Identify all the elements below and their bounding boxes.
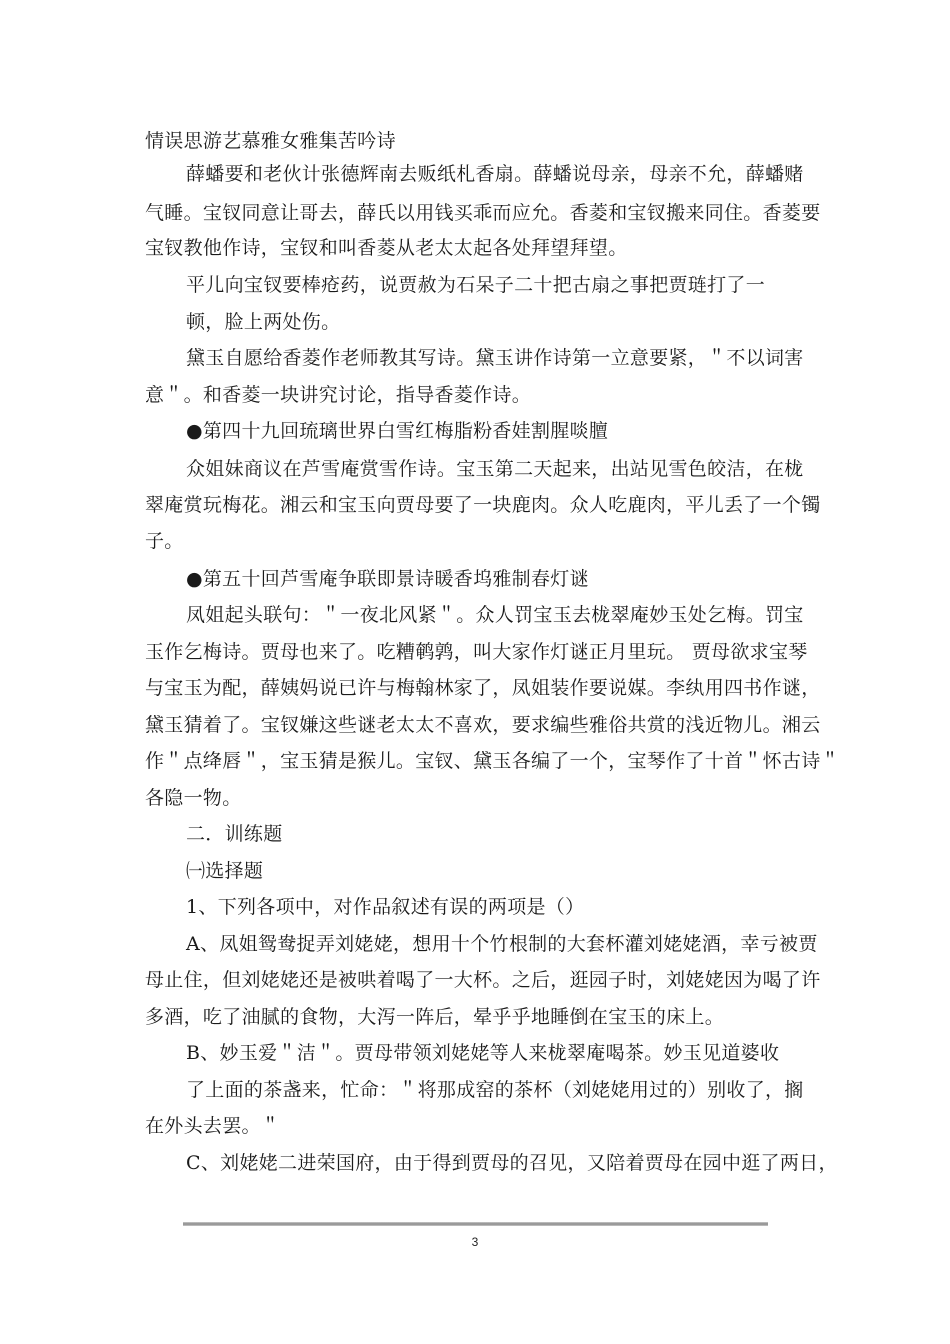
- paragraph-line: 凤姐起头联句：＂一夜北风紧＂。众人罚宝玉去栊翠庵妙玉处乞梅。罚宝: [186, 604, 804, 626]
- chapter-heading: ●第四十九回琉璃世界白雪红梅脂粉香娃割腥啖膻: [186, 420, 609, 442]
- option-line: 多酒，吃了油腻的食物，大泻一阵后，晕乎乎地睡倒在宝玉的床上。: [145, 1006, 725, 1028]
- paragraph-line: 各隐一物。: [145, 787, 242, 809]
- option-line: B、妙玉爱＂洁＂。贾母带领刘姥姥等人来栊翠庵喝茶。妙玉见道婆收: [186, 1042, 780, 1064]
- section-subheading: ㈠选择题: [186, 860, 264, 882]
- paragraph-line: 气睡。宝钗同意让哥去，薛氏以用钱买乖而应允。香菱和宝钗搬来同住。香菱要: [145, 202, 821, 224]
- option-line: 在外头去罢。＂: [145, 1115, 281, 1137]
- paragraph-line: 翠庵赏玩梅花。湘云和宝玉向贾母要了一块鹿肉。众人吃鹿肉，平儿丢了一个镯: [145, 494, 821, 516]
- option-line: 母止住，但刘姥姥还是被哄着喝了一大杯。之后，逛园子时，刘姥姥因为喝了许: [145, 969, 821, 991]
- paragraph-line: 作＂点绛唇＂，宝玉猜是猴儿。宝钗、黛玉各编了一个，宝琴作了十首＂怀古诗＂: [145, 750, 840, 772]
- chapter-heading: ●第五十回芦雪庵争联即景诗暖香坞雅制春灯谜: [186, 568, 589, 590]
- option-line: A、凤姐鸳鸯捉弄刘姥姥，想用十个竹根制的大套杯灌刘姥姥酒，幸亏被贾: [186, 933, 818, 955]
- paragraph-line: 平儿向宝钗要棒疮药，说贾赦为石呆子二十把古扇之事把贾琏打了一: [186, 274, 766, 296]
- chapter-heading: 情误思游艺慕雅女雅集苦吟诗: [145, 130, 396, 152]
- page-number: 3: [471, 1235, 479, 1249]
- paragraph-line: 玉作乞梅诗。贾母也来了。吃糟鹌鹑，叫大家作灯谜正月里玩。 贾母欲求宝琴: [145, 641, 808, 663]
- paragraph-line: 顿，脸上两处伤。: [186, 311, 341, 333]
- option-line: 了上面的茶盏来，忙命：＂将那成窑的茶杯（刘姥姥用过的）别收了，搁: [186, 1079, 804, 1101]
- section-heading: 二．训练题: [186, 823, 283, 845]
- paragraph-line: 黛玉自愿给香菱作老师教其写诗。黛玉讲作诗第一立意要紧，＂不以词害: [186, 347, 804, 369]
- paragraph-line: 黛玉猜着了。宝钗嫌这些谜老太太不喜欢，要求编些雅俗共赏的浅近物儿。湘云: [145, 714, 821, 736]
- paragraph-line: 众姐妹商议在芦雪庵赏雪作诗。宝玉第二天起来，出站见雪色皎洁，在栊: [186, 458, 804, 480]
- paragraph-line: 意＂。和香菱一块讲究讨论，指导香菱作诗。: [145, 384, 532, 406]
- paragraph-line: 子。: [145, 530, 184, 552]
- paragraph-line: 薛蟠要和老伙计张德辉南去贩纸札香扇。薛蟠说母亲，母亲不允，薛蟠赌: [186, 163, 804, 185]
- question-stem: 1、下列各项中，对作品叙述有误的两项是（）: [186, 896, 585, 918]
- footer-divider: [183, 1222, 768, 1226]
- option-line: C、刘姥姥二进荣国府，由于得到贾母的召见，又陪着贾母在园中逛了两日，: [186, 1152, 838, 1174]
- paragraph-line: 宝钗教他作诗，宝钗和叫香菱从老太太起各处拜望拜望。: [145, 237, 628, 259]
- paragraph-line: 与宝玉为配，薛姨妈说已许与梅翰林家了，凤姐装作要说媒。李纨用四书作谜，: [145, 677, 821, 699]
